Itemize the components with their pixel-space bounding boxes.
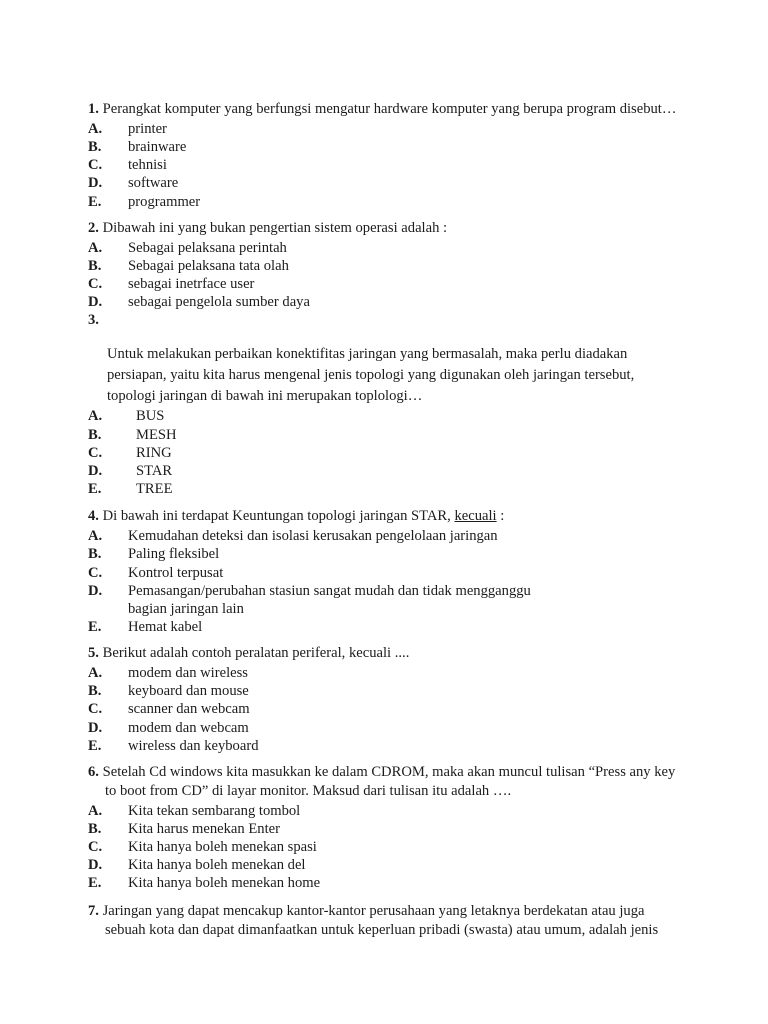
option-item[interactable] — [88, 874, 680, 892]
option-text: Sebagai pelaksana tata olah — [128, 257, 289, 274]
option-text — [128, 582, 680, 618]
option-text: software — [128, 175, 179, 192]
question-1-number: 1. — [88, 101, 99, 117]
question-4-emphasis: kecuali — [454, 508, 497, 525]
option-item[interactable] — [88, 838, 680, 856]
option-letter: E. — [88, 737, 102, 754]
question-block-2 — [88, 219, 680, 312]
option-text: MESH — [136, 426, 177, 443]
option-letter: C. — [88, 564, 103, 581]
option-letter: C. — [88, 701, 103, 718]
option-text: tehnisi — [128, 157, 167, 174]
option-text-continuation: bagian jaringan lain — [128, 600, 244, 617]
option-text: printer — [128, 120, 167, 137]
option-item[interactable] — [88, 156, 680, 174]
option-item[interactable] — [88, 174, 680, 192]
option-item[interactable] — [88, 138, 680, 156]
option-text: STAR — [136, 462, 173, 479]
option-letter: D. — [88, 175, 103, 192]
option-item[interactable] — [88, 564, 680, 582]
option-text: sebagai inetrface user — [128, 276, 255, 293]
question-5-stem-text: Berikut adalah contoh peralatan periferal, kecuali .... — [102, 645, 410, 662]
option-letter: E. — [88, 193, 102, 210]
option-text: TREE — [136, 481, 173, 498]
option-letter: A. — [88, 120, 103, 137]
question-5-number: 5. — [88, 645, 99, 662]
question-block-7 — [88, 902, 680, 940]
question-4-stem-tail: : — [496, 508, 505, 525]
option-item[interactable] — [88, 527, 680, 545]
question-6-number: 6. — [88, 763, 99, 780]
option-text: Kemudahan deteksi dan isolasi kerusakan pengelolaan jaringan — [128, 528, 498, 545]
option-letter: E. — [88, 619, 102, 635]
option-item[interactable] — [88, 239, 680, 257]
question-7-stem — [88, 902, 680, 940]
option-letter: C. — [88, 276, 103, 293]
option-item[interactable] — [88, 275, 680, 293]
option-item[interactable] — [88, 820, 680, 838]
option-letter: C. — [88, 444, 103, 461]
option-item[interactable] — [88, 737, 680, 755]
option-letter: E. — [88, 875, 102, 892]
option-item[interactable] — [88, 545, 680, 563]
option-letter: B. — [88, 683, 102, 700]
option-letter: B. — [88, 821, 102, 837]
option-item[interactable] — [88, 480, 680, 498]
option-letter: C. — [88, 839, 103, 856]
option-text: Kita tekan sembarang tombol — [128, 802, 301, 819]
option-text: RING — [136, 444, 172, 461]
question-block-5 — [88, 644, 680, 755]
option-text: scanner dan webcam — [128, 701, 250, 718]
option-text: Paling fleksibel — [128, 546, 220, 563]
option-letter: D. — [88, 462, 103, 479]
option-letter: B. — [88, 546, 102, 563]
question-block-1 — [88, 100, 680, 211]
option-item[interactable] — [88, 719, 680, 737]
option-item[interactable] — [88, 293, 680, 311]
option-letter: A. — [88, 408, 103, 425]
question-6-stem — [88, 763, 680, 801]
question-1-stem-text: Perangkat komputer yang berfungsi mengatur hardware komputer yang berupa program disebut — [102, 101, 662, 117]
question-3-number: 3. — [88, 312, 99, 329]
option-text: Kita hanya boleh menekan spasi — [128, 839, 317, 856]
option-item[interactable] — [88, 193, 680, 211]
question-5-stem — [88, 644, 680, 663]
question-block-4 — [88, 507, 680, 636]
option-item[interactable] — [88, 700, 680, 718]
option-item[interactable] — [88, 407, 680, 425]
option-letter: B. — [88, 139, 102, 156]
option-text: Kita hanya boleh menekan del — [128, 857, 306, 874]
question-1-stem-tail: … — [661, 101, 677, 117]
option-item[interactable] — [88, 444, 680, 462]
question-2-options — [88, 239, 680, 312]
question-4-number: 4. — [88, 508, 99, 525]
option-text: Sebagai pelaksana perintah — [128, 239, 287, 256]
question-3-paragraph: Untuk melakukan perbaikan konektifitas jaringan yang bermasalah, maka perlu diadakan persiapan, yaitu kita harus mengenal jenis topologi yang digunakan oleh jaringan tersebut, topologi jaringan di bawah ini merupakan toplologi… — [107, 346, 635, 404]
question-1-options — [88, 120, 680, 211]
option-text: Kita hanya boleh menekan home — [128, 875, 321, 892]
question-4-stem — [88, 507, 680, 526]
option-item[interactable] — [88, 618, 680, 636]
question-3-options — [88, 407, 680, 498]
option-letter: D. — [88, 719, 103, 736]
option-text: brainware — [128, 139, 187, 156]
option-text: sebagai pengelola sumber daya — [128, 294, 310, 311]
question-7-number: 7. — [88, 902, 99, 919]
option-text: wireless dan keyboard — [128, 737, 259, 754]
option-text: BUS — [136, 408, 165, 425]
option-item[interactable] — [88, 682, 680, 700]
question-2-stem-text: Dibawah ini yang bukan pengertian sistem operasi adalah : — [102, 219, 448, 236]
option-item[interactable] — [88, 120, 680, 138]
option-item[interactable] — [88, 664, 680, 682]
question-block-6 — [88, 763, 680, 893]
question-2-number: 2. — [88, 219, 99, 236]
option-letter: C. — [88, 157, 103, 174]
option-item[interactable] — [88, 462, 680, 480]
question-5-options — [88, 664, 680, 755]
document-body — [88, 100, 680, 940]
option-letter: B. — [88, 257, 102, 274]
option-letter: D. — [88, 294, 103, 311]
option-text: Kita harus menekan Enter — [128, 821, 280, 837]
option-text: Kontrol terpusat — [128, 564, 224, 581]
option-text: Hemat kabel — [128, 619, 203, 635]
question-2-stem — [88, 219, 680, 238]
option-text: keyboard dan mouse — [128, 683, 249, 700]
option-item[interactable] — [88, 856, 680, 874]
option-text-line1: Pemasangan/perubahan stasiun sangat mudah dan tidak mengganggu — [128, 582, 531, 599]
option-letter: E. — [88, 481, 102, 498]
option-letter: D. — [88, 582, 103, 599]
option-letter: A. — [88, 239, 103, 256]
option-item[interactable] — [88, 582, 680, 618]
option-text: modem dan wireless — [128, 665, 248, 682]
question-1-stem — [88, 100, 680, 119]
option-letter: D. — [88, 857, 103, 874]
option-item[interactable] — [88, 426, 680, 444]
option-text: modem dan webcam — [128, 719, 249, 736]
option-letter: A. — [88, 665, 103, 682]
question-7-stem-text: Jaringan yang dapat mencakup kantor-kantor perusahaan yang letaknya berdekatan atau juga sebuah kota dan dapat dimanfaatkan untuk keperluan pribadi (swasta) atau umum, adalah jenis — [102, 902, 659, 938]
question-6-stem-text: Setelah Cd windows kita masukkan ke dalam CDROM, maka akan muncul tulisan “Press any key to boot from CD” di layar monitor. Maksud dari tulisan itu adalah …. — [102, 763, 676, 799]
option-text: programmer — [128, 193, 201, 210]
question-4-options — [88, 527, 680, 636]
option-letter: B. — [88, 426, 102, 443]
option-letter: A. — [88, 528, 103, 545]
option-item[interactable] — [88, 802, 680, 820]
question-4-stem-text: Di bawah ini terdapat Keuntungan topologi jaringan STAR, — [102, 508, 455, 525]
question-6-options — [88, 802, 680, 893]
option-letter: A. — [88, 802, 103, 819]
option-item[interactable] — [88, 257, 680, 275]
question-block-3 — [88, 311, 680, 498]
